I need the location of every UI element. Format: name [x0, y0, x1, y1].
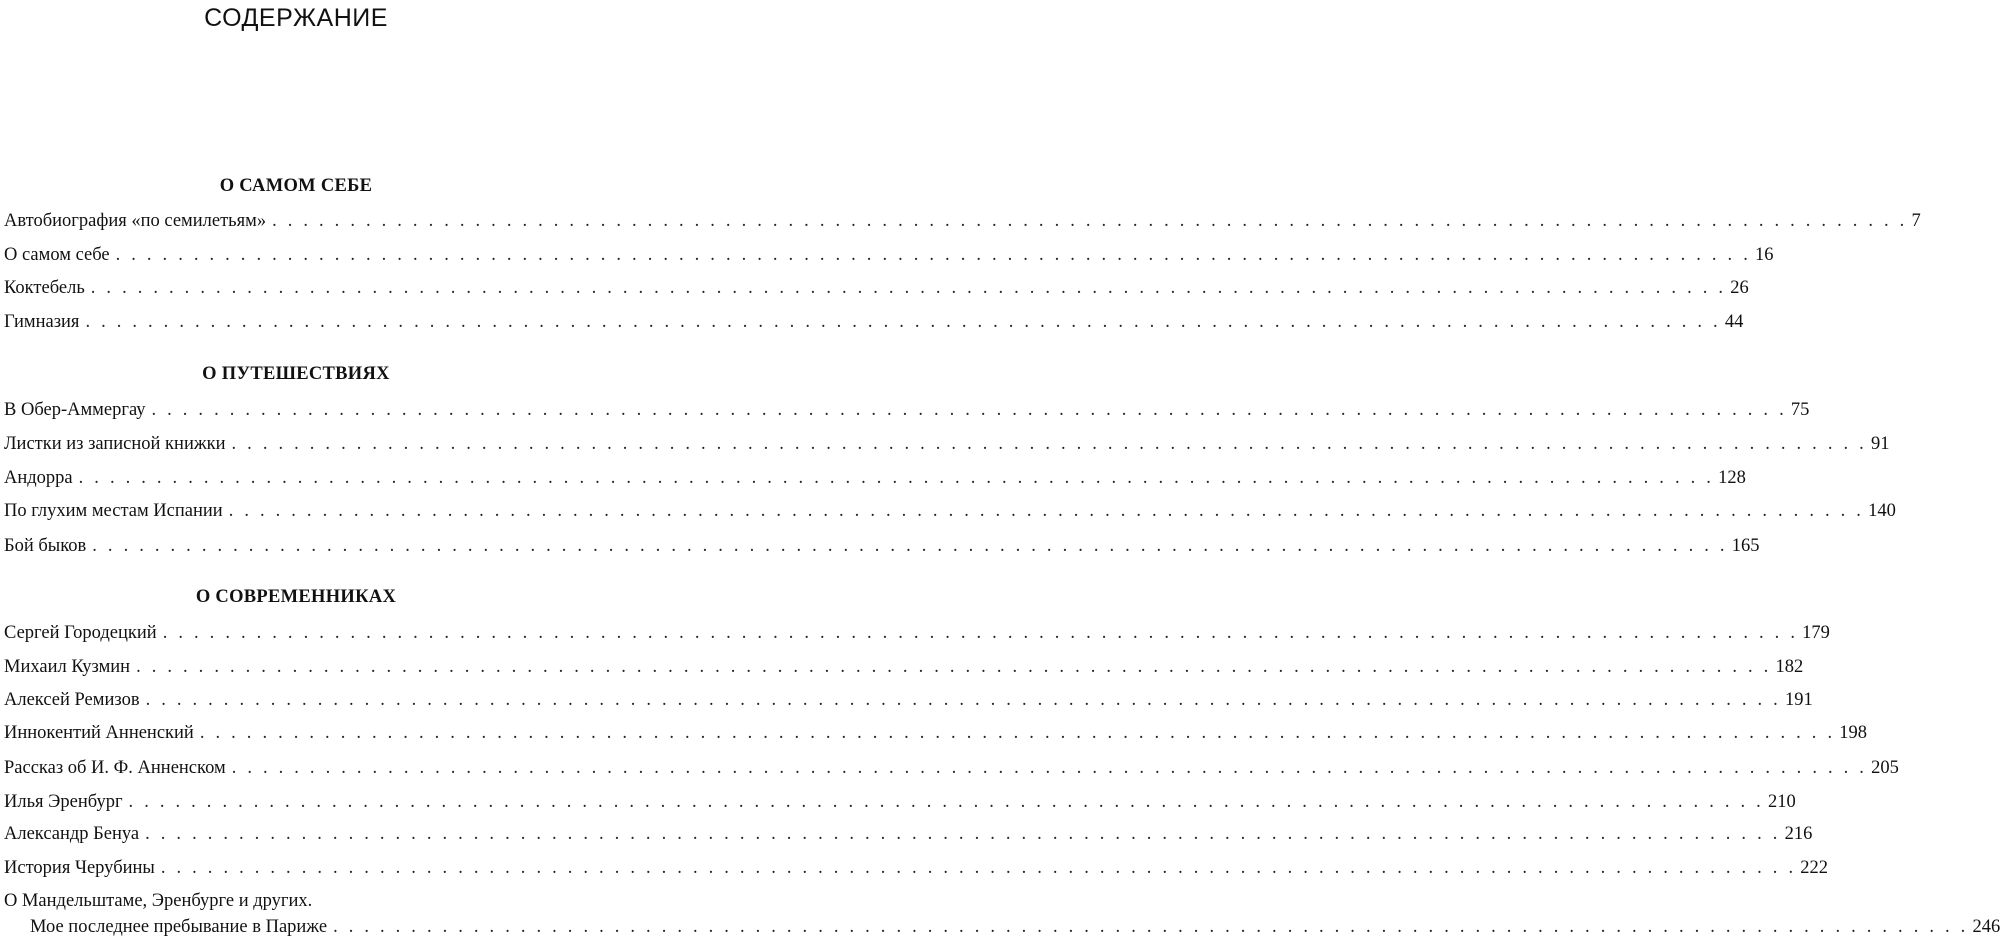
toc-entry[interactable]	[4, 687, 1813, 713]
toc-entry-title: Алексей Ремизов	[4, 690, 140, 710]
toc-entry-page: 16	[1755, 245, 1774, 265]
toc-entry-page: 182	[1775, 657, 1804, 677]
toc-entry-title: Бой быков	[4, 536, 87, 556]
toc-entry[interactable]	[4, 498, 1896, 524]
toc-entry[interactable]	[4, 755, 1899, 781]
dot-leader: . . . . . . . . . . . . . . . . . . . . . . . . . . . . . . . . . . . . . . . . . . . . . . . . . . . . . . . . . . . . . . . . . . . . . . . . . . . . . . . . . . . . . . . . . . . . . . . . . . . . . . . . .	[115, 245, 1752, 265]
section-heading: О СОВРЕМЕННИКАХ	[195, 587, 397, 607]
toc-entry-page: 7	[1911, 211, 1921, 231]
dot-leader: . . . . . . . . . . . . . . . . . . . . . . . . . . . . . . . . . . . . . . . . . . . . . . . . . . . . . . . . . . . . . . . . . . . . . . . . . . . . . . . . . . . . . . . . . . . . . . . . . . . . . . . . .	[199, 723, 1836, 743]
toc-entry-page: 205	[1871, 758, 1899, 778]
toc-entry[interactable]	[4, 431, 1890, 457]
toc-entry-title: История Черубины	[4, 858, 155, 878]
page-title: СОДЕРЖАНИЕ	[204, 4, 388, 32]
toc-entry-page: 191	[1785, 690, 1813, 710]
toc-entry-page: 128	[1718, 468, 1746, 488]
toc-entry-title: Листки из записной книжки	[4, 434, 226, 454]
dot-leader: . . . . . . . . . . . . . . . . . . . . . . . . . . . . . . . . . . . . . . . . . . . . . . . . . . . . . . . . . . . . . . . . . . . . . . . . . . . . . . . . . . . . . . . . . . . . . . . . . . . . . . . . .	[151, 400, 1787, 420]
toc-entry-title: Мое последнее пребывание в Париже	[30, 917, 328, 937]
toc-entry-page: 75	[1790, 400, 1810, 420]
toc-entry[interactable]	[4, 654, 1804, 680]
dot-leader: . . . . . . . . . . . . . . . . . . . . . . . . . . . . . . . . . . . . . . . . . . . . . . . . . . . . . . . . . . . . . . . . . . . . . . . . . . . . . . . . . . . . . . . . . . . . . . . . . . . . . . . . .	[160, 858, 1797, 878]
toc-entry-page: 198	[1839, 723, 1868, 743]
dot-leader: . . . . . . . . . . . . . . . . . . . . . . . . . . . . . . . . . . . . . . . . . . . . . . . . . . . . . . . . . . . . . . . . . . . . . . . . . . . . . . . . . . . . . . . . . . . . . . . . . . . . . . . . .	[85, 312, 1721, 332]
toc-entry-title: О самом себе	[4, 245, 110, 265]
toc-entry[interactable]	[4, 821, 1813, 847]
toc-entry[interactable]	[4, 855, 1829, 881]
toc-entry[interactable]	[4, 397, 1810, 423]
section-heading: О ПУТЕШЕСТВИЯХ	[202, 364, 390, 384]
toc-entry-page: 44	[1724, 312, 1744, 332]
toc-entry[interactable]	[4, 789, 1796, 815]
dot-leader: . . . . . . . . . . . . . . . . . . . . . . . . . . . . . . . . . . . . . . . . . . . . . . . . . . . . . . . . . . . . . . . . . . . . . . . . . . . . . . . . . . . . . . . . . . . . . . . . . . . . . . . . .	[231, 758, 1868, 778]
toc-entry-title: Илья Эренбург	[4, 792, 123, 812]
toc-entry[interactable]	[4, 275, 1749, 301]
toc-entry-page: 26	[1730, 278, 1749, 298]
toc-entry-page: 210	[1767, 792, 1796, 812]
toc-entry-title: Михаил Кузмин	[4, 657, 131, 677]
dot-leader: . . . . . . . . . . . . . . . . . . . . . . . . . . . . . . . . . . . . . . . . . . . . . . . . . . . . . . . . . . . . . . . . . . . . . . . . . . . . . . . . . . . . . . . . . . . . . . . . . . . . . . . . .	[78, 468, 1715, 488]
toc-entry-page: 222	[1800, 858, 1829, 878]
toc-entry-title: Коктебель	[4, 278, 85, 298]
toc-entry-title: Андорра	[4, 468, 73, 488]
toc-entry-title: Гимназия	[4, 312, 80, 332]
toc-entry[interactable]	[4, 309, 1744, 335]
toc-entry-title: В Обер-Аммергау	[4, 400, 146, 420]
toc-entry[interactable]	[4, 720, 1868, 746]
toc-entry[interactable]	[30, 914, 2000, 940]
toc-entry-title: По глухим местам Испании	[4, 501, 223, 521]
toc-entry-page: 140	[1868, 501, 1896, 521]
toc-entry-title: Рассказ об И. Ф. Анненском	[4, 758, 226, 778]
toc-entry-title: Автобиография «по семилетьям»	[4, 211, 267, 231]
dot-leader: . . . . . . . . . . . . . . . . . . . . . . . . . . . . . . . . . . . . . . . . . . . . . . . . . . . . . . . . . . . . . . . . . . . . . . . . . . . . . . . . . . . . . . . . . . . . . . . . . . . . . . . . .	[145, 690, 1781, 710]
dot-leader: . . . . . . . . . . . . . . . . . . . . . . . . . . . . . . . . . . . . . . . . . . . . . . . . . . . . . . . . . . . . . . . . . . . . . . . . . . . . . . . . . . . . . . . . . . . . . . . . . . . . . . . . .	[333, 917, 1969, 937]
dot-leader: . . . . . . . . . . . . . . . . . . . . . . . . . . . . . . . . . . . . . . . . . . . . . . . . . . . . . . . . . . . . . . . . . . . . . . . . . . . . . . . . . . . . . . . . . . . . . . . . . . . . . . . . .	[231, 434, 1867, 454]
toc-entry-title: Иннокентий Анненский	[4, 723, 194, 743]
dot-leader: . . . . . . . . . . . . . . . . . . . . . . . . . . . . . . . . . . . . . . . . . . . . . . . . . . . . . . . . . . . . . . . . . . . . . . . . . . . . . . . . . . . . . . . . . . . . . . . . . . . . . . . . .	[145, 824, 1781, 844]
toc-entry-title-line1[interactable]: О Мандельштаме, Эренбурге и других.	[4, 891, 313, 911]
toc-entry[interactable]	[4, 533, 1760, 559]
toc-entry-title: Александр Бенуа	[4, 824, 140, 844]
toc-entry[interactable]	[4, 620, 1830, 646]
dot-leader: . . . . . . . . . . . . . . . . . . . . . . . . . . . . . . . . . . . . . . . . . . . . . . . . . . . . . . . . . . . . . . . . . . . . . . . . . . . . . . . . . . . . . . . . . . . . . . . . . . . . . . . . .	[136, 657, 1772, 677]
toc-entry[interactable]	[4, 208, 1921, 234]
toc-entry-page: 91	[1870, 434, 1890, 454]
dot-leader: . . . . . . . . . . . . . . . . . . . . . . . . . . . . . . . . . . . . . . . . . . . . . . . . . . . . . . . . . . . . . . . . . . . . . . . . . . . . . . . . . . . . . . . . . . . . . . . . . . . . . . . . .	[128, 792, 1764, 812]
dot-leader: . . . . . . . . . . . . . . . . . . . . . . . . . . . . . . . . . . . . . . . . . . . . . . . . . . . . . . . . . . . . . . . . . . . . . . . . . . . . . . . . . . . . . . . . . . . . . . . . . . . . . . . . .	[162, 623, 1799, 643]
dot-leader: . . . . . . . . . . . . . . . . . . . . . . . . . . . . . . . . . . . . . . . . . . . . . . . . . . . . . . . . . . . . . . . . . . . . . . . . . . . . . . . . . . . . . . . . . . . . . . . . . . . . . . . . .	[90, 278, 1727, 298]
toc-entry-page: 165	[1731, 536, 1760, 556]
toc-entry-title: Сергей Городецкий	[4, 623, 157, 643]
toc-entry-page: 179	[1802, 623, 1830, 643]
dot-leader: . . . . . . . . . . . . . . . . . . . . . . . . . . . . . . . . . . . . . . . . . . . . . . . . . . . . . . . . . . . . . . . . . . . . . . . . . . . . . . . . . . . . . . . . . . . . . . . . . . . . . . . . .	[228, 501, 1865, 521]
dot-leader: . . . . . . . . . . . . . . . . . . . . . . . . . . . . . . . . . . . . . . . . . . . . . . . . . . . . . . . . . . . . . . . . . . . . . . . . . . . . . . . . . . . . . . . . . . . . . . . . . . . . . . . . .	[272, 211, 1908, 231]
toc-entry-page: 246	[1972, 917, 2000, 937]
dot-leader: . . . . . . . . . . . . . . . . . . . . . . . . . . . . . . . . . . . . . . . . . . . . . . . . . . . . . . . . . . . . . . . . . . . . . . . . . . . . . . . . . . . . . . . . . . . . . . . . . . . . . . . . .	[92, 536, 1728, 556]
toc-entry[interactable]	[4, 242, 1774, 268]
section-heading: О САМОМ СЕБЕ	[219, 176, 373, 196]
toc-entry-page: 216	[1784, 824, 1813, 844]
toc-entry[interactable]	[4, 465, 1746, 491]
